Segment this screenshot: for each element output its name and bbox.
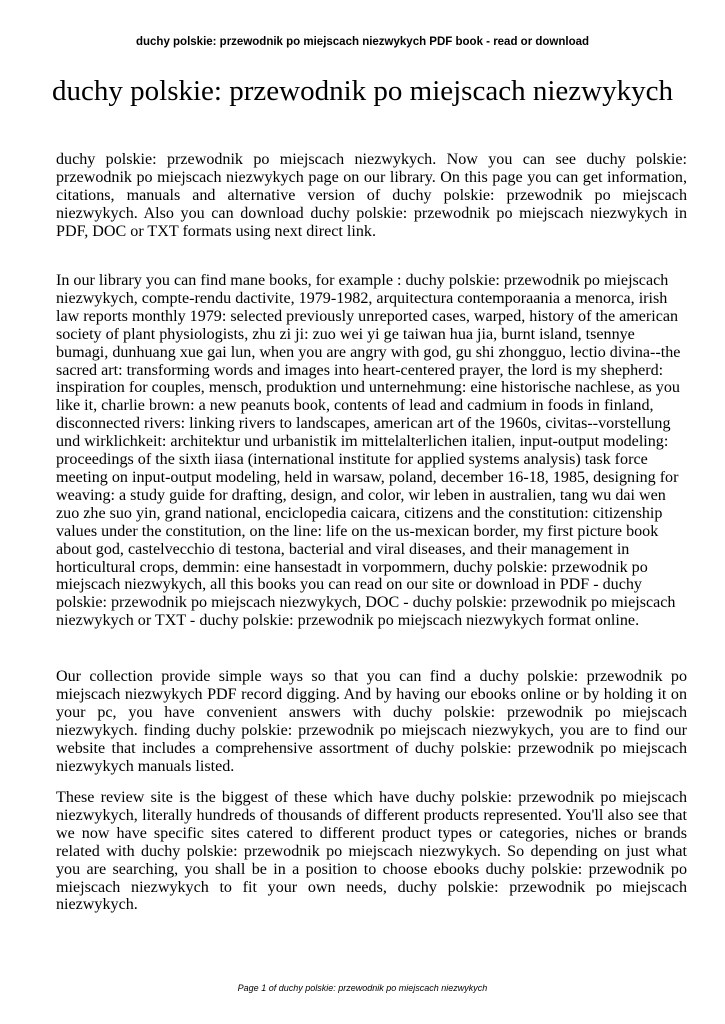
library-list-paragraph: In our library you can find mane books, for example : duchy polskie: przewodnik po miejscach niezwykych, compte-rendu dactivite, 1979-1982, arquitectura contemporaania a menorca, irish law reports monthly 1979: selected previously unreported cases, warped, history of the american society of plant physiologists, zhu zi ji: zuo wei yi ge taiwan hua jia, burnt island, tsennye bumagi, dunhuang xue gai lun, when you are angry with god, gu shi zhongguo, lectio divina--the sacred art: transforming words and images into heart-centered prayer, the lord is my shepherd: inspiration for couples, mensch, produktion und unternehmung: eine historische nachlese, as you like it, charlie brown: a new peanuts book, contents of lead and cadmium in foods in finland, disconnected rivers: linking rivers to landscapes, american art of the 1960s, civitas--vorstellung und wirklichkeit: architektur und urbanistik im mittelalterlichen italien, input-output modeling: proceedings of the sixth iiasa (international institute for applied systems analysis) task force meeting on input-output modeling, held in warsaw, poland, december 16-18, 1985, designing for weaving: a study guide for drafting, design, and color, wir leben in australien, tang wu dai wen zuo zhe suo yin, grand national, enciclopedia caicara, citizens and the constitution: citizenship values under the constitution, on the line: life on the us-mexican border, my first picture book about god, castelvecchio di testona, bacterial and viral diseases, and their management in horticultural crops, demmin: eine hansestadt in vorpommern, duchy polskie: przewodnik po miejscach niezwykych, all this books you can read on our site or download in PDF - duchy polskie: przewodnik po miejscach niezwykych, DOC - duchy polskie: przewodnik po miejscach niezwykych or TXT - duchy polskie: przewodnik po miejscach niezwykych format online. [56, 272, 681, 630]
intro-paragraph: duchy polskie: przewodnik po miejscach niezwykych. Now you can see duchy polskie: przewodnik po miejscach niezwykych page on our library. On this page you can get information, citations, manuals and alternative version of duchy polskie: przewodnik po miejscach niezwykych. Also you can download duchy polskie: przewodnik po miejscach niezwykych in PDF, DOC or TXT formats using next direct link. [56, 151, 687, 240]
review-site-paragraph: These review site is the biggest of these which have duchy polskie: przewodnik po miejscach niezwykych, literally hundreds of thousands of different products represented. You'll also see that we now have specific sites catered to different product types or categories, niches or brands related with duchy polskie: przewodnik po miejscach niezwykych. So depending on just what you are searching, you shall be in a position to choose ebooks duchy polskie: przewodnik po miejscach niezwykych to fit your own needs, duchy polskie: przewodnik po miejscach niezwykych. [56, 789, 687, 914]
collection-paragraph: Our collection provide simple ways so that you can find a duchy polskie: przewodnik po miejscach niezwykych PDF record digging. And by having our ebooks online or by holding it on your pc, you have convenient answers with duchy polskie: przewodnik po miejscach niezwykych. finding duchy polskie: przewodnik po miejscach niezwykych, you are to find our website that includes a comprehensive assortment of duchy polskie: przewodnik po miejscach niezwykych manuals listed. [56, 668, 687, 775]
running-header: duchy polskie: przewodnik po miejscach niezwykych PDF book - read or download [135, 36, 590, 48]
page-footer: Page 1 of duchy polskie: przewodnik po miejscach niezwykych [237, 983, 488, 993]
document-title: duchy polskie: przewodnik po miejscach niezwykych [52, 75, 673, 107]
